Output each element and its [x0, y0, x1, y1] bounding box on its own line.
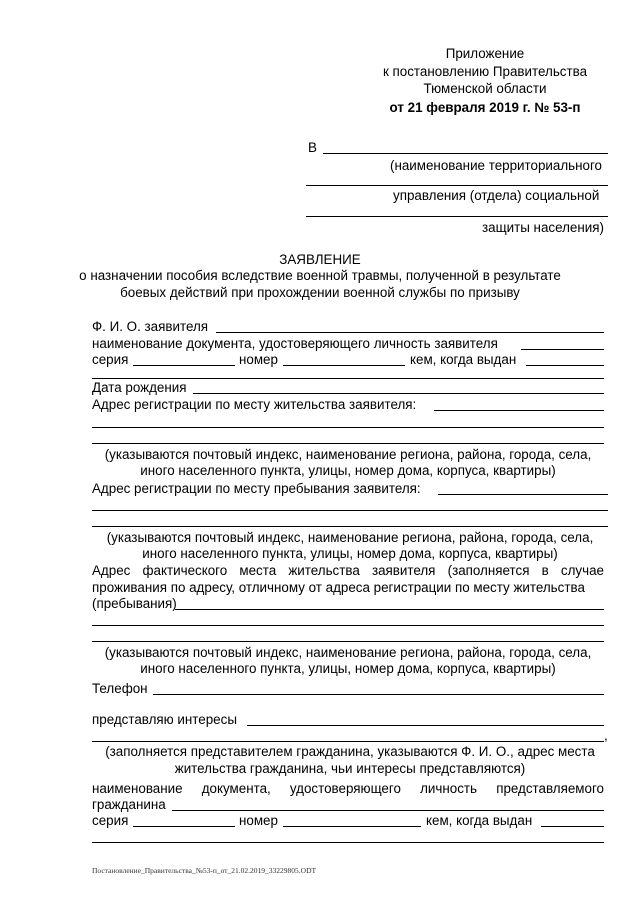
stay-address-label: Адрес регистрации по месту пребывания заявителя:	[92, 481, 421, 496]
represent-comma: ,	[604, 728, 608, 743]
rep-doc-label-2: гражданина	[92, 797, 166, 812]
number-field[interactable]	[283, 365, 405, 366]
footer-filename: Постановление_Правительства_№53-п_от_21.02.2019_33229805.ODT	[92, 866, 317, 875]
addressee-hint-3: защиты населения)	[482, 220, 604, 235]
reg-address-hint-1: (указываются почтовый индекс, наименование региона, района, города, села,	[104, 447, 592, 462]
actual-address-field-1[interactable]	[175, 609, 604, 610]
represent-label: представляю интересы	[92, 712, 237, 727]
stay-address-field-3[interactable]	[92, 526, 608, 527]
rep-issued-field[interactable]	[541, 826, 604, 827]
phone-field[interactable]	[153, 694, 604, 695]
doc-name-field[interactable]	[521, 349, 604, 350]
represent-field-1[interactable]	[247, 725, 604, 726]
addressee-prefix: В	[308, 140, 317, 155]
document-subtitle-1: о назначении пособия вследствие военной травмы, полученной в результате	[79, 268, 561, 283]
appendix-line1: Приложение	[445, 46, 525, 61]
rep-series-label: серия	[92, 813, 129, 828]
represent-hint-1: (заполняется представителем гражданина, указываются Ф. И. О., адрес места	[105, 744, 595, 759]
actual-address-label-1: Адрес фактического места жительства заявителя (заполняется в случае	[92, 563, 604, 578]
rep-issued-label: кем, когда выдан	[426, 813, 533, 828]
actual-address-field-3[interactable]	[92, 641, 604, 642]
reg-address-field-3[interactable]	[92, 443, 604, 444]
rep-doc-label-1: наименование документа, удостоверяющего личность представляемого	[92, 781, 604, 796]
represent-hint-2: жительства гражданина, чьи интересы представляются)	[174, 761, 526, 776]
actual-address-field-2[interactable]	[92, 625, 604, 626]
fio-label: Ф. И. О. заявителя	[92, 319, 209, 334]
stay-address-hint-1: (указываются почтовый индекс, наименование региона, района, города, села,	[106, 530, 594, 545]
actual-address-hint-2: иного населенного пункта, улицы, номер дома, корпуса, квартиры)	[140, 661, 556, 676]
addressee-line-2[interactable]	[306, 185, 608, 186]
actual-address-hint-1: (указываются почтовый индекс, наименование региона, района, города, села,	[104, 645, 592, 660]
addressee-line-1[interactable]	[323, 153, 608, 154]
stay-address-field-2[interactable]	[92, 510, 608, 511]
stay-address-field-1[interactable]	[438, 494, 608, 495]
actual-address-label-3: (пребывания)	[92, 596, 177, 611]
addressee-hint-2: управления (отдела) социальной	[393, 188, 600, 203]
actual-address-label-2: проживания по адресу, отличному от адреса регистрации по месту жительства	[92, 580, 585, 595]
appendix-date: от 21 февраля 2019 г. № 53-п	[389, 100, 581, 115]
represent-field-2[interactable]	[92, 741, 604, 742]
reg-address-field-1[interactable]	[434, 410, 604, 411]
document-subtitle-2: боевых действий при прохождении военной службы по призыву	[120, 285, 520, 300]
doc-name-label: наименование документа, удостоверяющего личность заявителя	[92, 336, 498, 351]
document-title: ЗАЯВЛЕНИЕ	[279, 252, 361, 267]
series-label: серия	[92, 352, 129, 367]
birth-date-field[interactable]	[193, 393, 604, 394]
addressee-hint-1: (наименование территориального	[390, 158, 603, 173]
rep-doc-field[interactable]	[172, 810, 604, 811]
addressee-line-3[interactable]	[306, 216, 608, 217]
appendix-line3: Тюменской области	[423, 81, 547, 96]
fio-field[interactable]	[216, 332, 604, 333]
issued-field[interactable]	[526, 365, 604, 366]
birth-date-label: Дата рождения	[92, 380, 187, 395]
phone-label: Телефон	[92, 681, 148, 696]
issued-field-continued[interactable]	[92, 378, 604, 379]
stay-address-hint-2: иного населенного пункта, улицы, номер дома, корпуса, квартиры)	[142, 546, 558, 561]
rep-number-field[interactable]	[283, 826, 421, 827]
rep-number-label: номер	[239, 813, 278, 828]
issued-label: кем, когда выдан	[410, 352, 517, 367]
rep-issued-field-continued[interactable]	[92, 842, 604, 843]
series-field[interactable]	[133, 365, 235, 366]
reg-address-hint-2: иного населенного пункта, улицы, номер дома, корпуса, квартиры)	[140, 463, 556, 478]
appendix-line2: к постановлению Правительства	[382, 64, 588, 79]
reg-address-label: Адрес регистрации по месту жительства заявителя:	[92, 397, 417, 412]
rep-series-field[interactable]	[133, 826, 235, 827]
reg-address-field-2[interactable]	[92, 427, 604, 428]
number-label: номер	[239, 352, 278, 367]
